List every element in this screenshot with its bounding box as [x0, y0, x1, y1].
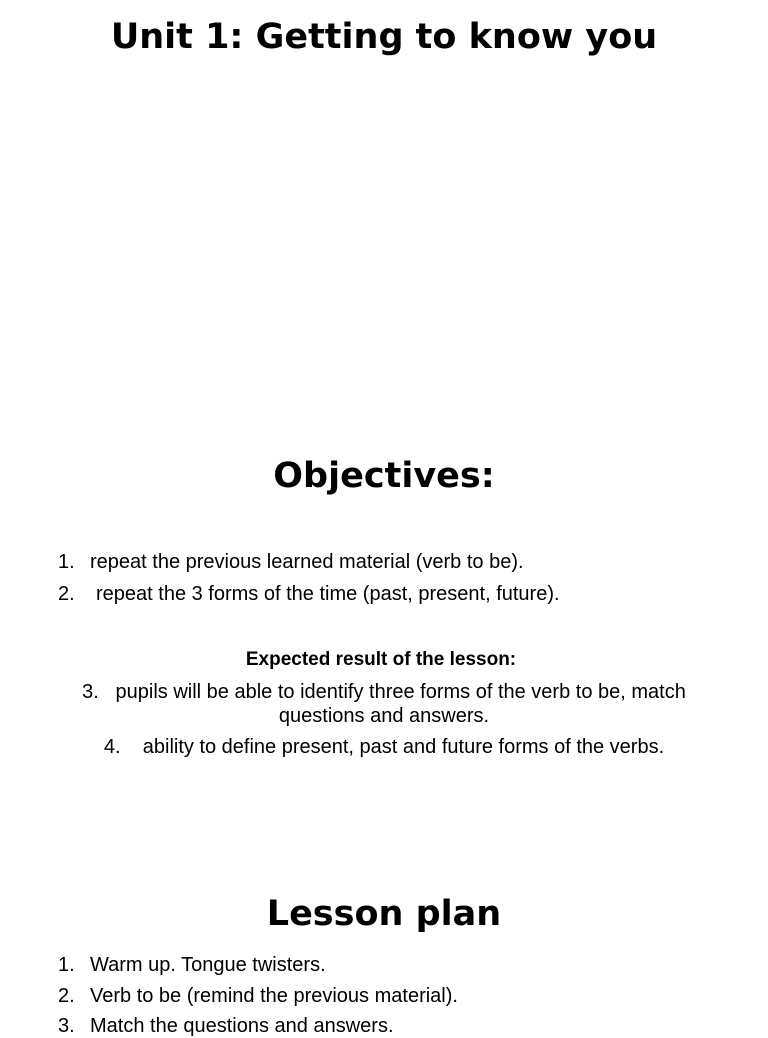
lesson-item-2 — [58, 984, 458, 1008]
list-number: 2. — [58, 985, 75, 1007]
lesson-item-1 — [58, 953, 326, 977]
objective-text: repeat the 3 forms of the time (past, present, future). — [96, 583, 560, 605]
lesson-text: Match the questions and answers. — [90, 1015, 394, 1037]
objective-item-1 — [58, 550, 524, 574]
expected-text: ability to define present, past and future forms of the verbs. — [142, 736, 665, 758]
list-number: 3. — [82, 681, 99, 703]
objective-text: repeat the previous learned material (verb to be). — [90, 551, 524, 573]
lesson-text: Warm up. Tongue twisters. — [90, 954, 326, 976]
list-number: 3. — [58, 1015, 75, 1037]
list-number: 4. — [103, 736, 121, 758]
objectives-heading: Objectives: — [273, 456, 495, 496]
list-number: 1. — [58, 954, 75, 976]
list-number: 2. — [58, 583, 75, 605]
unit-title: Unit 1: Getting to know you — [110, 17, 658, 57]
expected-result-heading: Expected result of the lesson: — [245, 649, 517, 670]
lesson-text: Verb to be (remind the previous material). — [90, 985, 458, 1007]
expected-item-4 — [60, 735, 708, 759]
expected-text: pupils will be able to identify three forms of the verb to be, match questions and answers. — [115, 681, 686, 727]
expected-item-3 — [60, 680, 708, 728]
lesson-plan-heading: Lesson plan — [266, 894, 502, 934]
lesson-item-3 — [58, 1014, 394, 1038]
objective-item-2 — [58, 582, 560, 606]
list-number: 1. — [58, 551, 75, 573]
